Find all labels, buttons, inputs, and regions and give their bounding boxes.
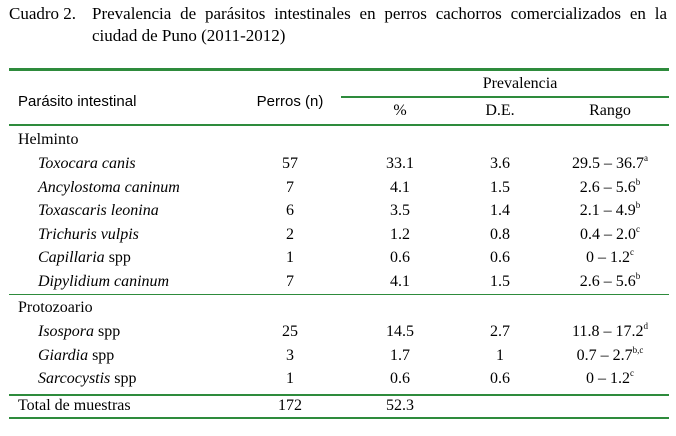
range-value: 2.1 – 4.9 <box>579 202 636 219</box>
total-percent: 52.3 <box>386 397 414 414</box>
header-prevalence: Prevalencia <box>482 75 558 92</box>
header-range: Rango <box>589 102 631 119</box>
prevalence-range <box>560 201 660 221</box>
prevalence-percent: 33.1 <box>386 155 414 172</box>
prevalence-sd: 1 <box>496 347 504 364</box>
range-superscript: b <box>635 271 641 281</box>
dogs-count: 1 <box>286 370 294 387</box>
range-superscript: b,c <box>632 345 644 355</box>
range-value: 0 – 1.2 <box>586 370 630 387</box>
parasite-name <box>38 322 120 342</box>
prevalence-percent: 1.7 <box>390 347 410 364</box>
range-superscript: c <box>636 224 640 234</box>
range-superscript: b <box>635 177 641 187</box>
parasite-suffix: spp <box>110 370 137 387</box>
prevalence-percent: 0.6 <box>390 249 410 266</box>
dogs-count: 7 <box>286 273 294 290</box>
group-separator-rule <box>9 294 669 295</box>
dogs-count: 1 <box>286 249 294 266</box>
parasite-genus: Giardia <box>38 347 89 364</box>
total-dogs: 172 <box>278 397 302 414</box>
parasite-genus: Toxocara canis <box>38 155 136 172</box>
header-rule <box>9 124 669 126</box>
parasite-suffix: spp <box>94 323 121 340</box>
range-superscript: d <box>643 321 648 331</box>
prevalence-sd: 3.6 <box>490 155 510 172</box>
group-label: Protozoario <box>18 299 93 316</box>
prevalence-range <box>560 178 660 198</box>
prevalence-percent: 4.1 <box>390 273 410 290</box>
parasite-name <box>38 272 169 292</box>
prevalence-range <box>560 322 660 342</box>
range-value: 2.6 – 5.6 <box>579 179 636 196</box>
prevalence-sd: 0.8 <box>490 226 510 243</box>
dogs-count: 57 <box>282 155 298 172</box>
total-label: Total de muestras <box>18 397 131 414</box>
prevalence-sd: 0.6 <box>490 370 510 387</box>
parasite-name <box>38 346 114 366</box>
range-superscript: c <box>630 368 634 378</box>
prevalence-sd: 2.7 <box>490 323 510 340</box>
prevalence-percent: 4.1 <box>390 179 410 196</box>
header-percent: % <box>393 102 407 119</box>
parasite-genus: Trichuris vulpis <box>38 226 139 243</box>
parasite-genus: Dipylidium caninum <box>38 273 170 290</box>
parasite-genus: Ancylostoma caninum <box>38 179 180 196</box>
range-value: 11.8 – 17.2 <box>572 323 644 340</box>
dogs-count: 6 <box>286 202 294 219</box>
header-dogs: Perros (n) <box>256 93 324 110</box>
group-label: Helminto <box>18 131 79 148</box>
bottom-rule <box>9 417 669 419</box>
parasite-name <box>38 201 159 221</box>
prevalence-range <box>560 369 660 389</box>
prevalence-sd: 1.5 <box>490 179 510 196</box>
header-sd: D.E. <box>485 102 515 119</box>
prevalence-percent: 14.5 <box>386 323 414 340</box>
top-rule <box>9 68 669 71</box>
range-superscript: b <box>635 200 641 210</box>
table-caption <box>9 3 667 47</box>
range-value: 29.5 – 36.7 <box>572 155 644 172</box>
range-value: 0.7 – 2.7 <box>576 347 633 364</box>
prevalence-percent: 0.6 <box>390 370 410 387</box>
parasite-name <box>38 248 131 268</box>
header-parasite: Parásito intestinal <box>18 93 137 110</box>
dogs-count: 3 <box>286 347 294 364</box>
prevalence-range <box>560 248 660 268</box>
prevalence-range <box>560 272 660 292</box>
range-superscript: a <box>644 153 648 163</box>
prevalence-percent: 1.2 <box>390 226 410 243</box>
dogs-count: 25 <box>282 323 298 340</box>
range-superscript: c <box>630 247 634 257</box>
parasite-name <box>38 225 139 245</box>
prevalence-range <box>560 154 660 174</box>
parasite-suffix: spp <box>88 347 115 364</box>
prevalence-range <box>560 225 660 245</box>
parasite-genus: Toxascaris leonina <box>38 202 159 219</box>
prevalence-sd: 1.5 <box>490 273 510 290</box>
prevalence-sd: 0.6 <box>490 249 510 266</box>
parasite-suffix: spp <box>104 249 131 266</box>
parasite-genus: Isospora <box>38 323 95 340</box>
range-value: 0 – 1.2 <box>586 249 630 266</box>
prevalence-rule <box>341 96 669 98</box>
prevalence-percent: 3.5 <box>390 202 410 219</box>
range-value: 0.4 – 2.0 <box>580 226 636 243</box>
parasite-name <box>38 178 180 198</box>
parasite-genus: Sarcocystis <box>38 370 111 387</box>
dogs-count: 7 <box>286 179 294 196</box>
prevalence-sd: 1.4 <box>490 202 510 219</box>
caption-text: Prevalencia de parásitos intestinales en perros cachorros comercializados en la ciudad de Puno (2011-2012) <box>92 4 667 45</box>
range-value: 2.6 – 5.6 <box>579 273 636 290</box>
dogs-count: 2 <box>286 226 294 243</box>
parasite-name <box>38 369 137 389</box>
caption-label: Cuadro 2. <box>9 4 77 23</box>
parasite-genus: Capillaria <box>38 249 105 266</box>
prevalence-range <box>560 346 660 366</box>
parasite-name <box>38 154 136 174</box>
